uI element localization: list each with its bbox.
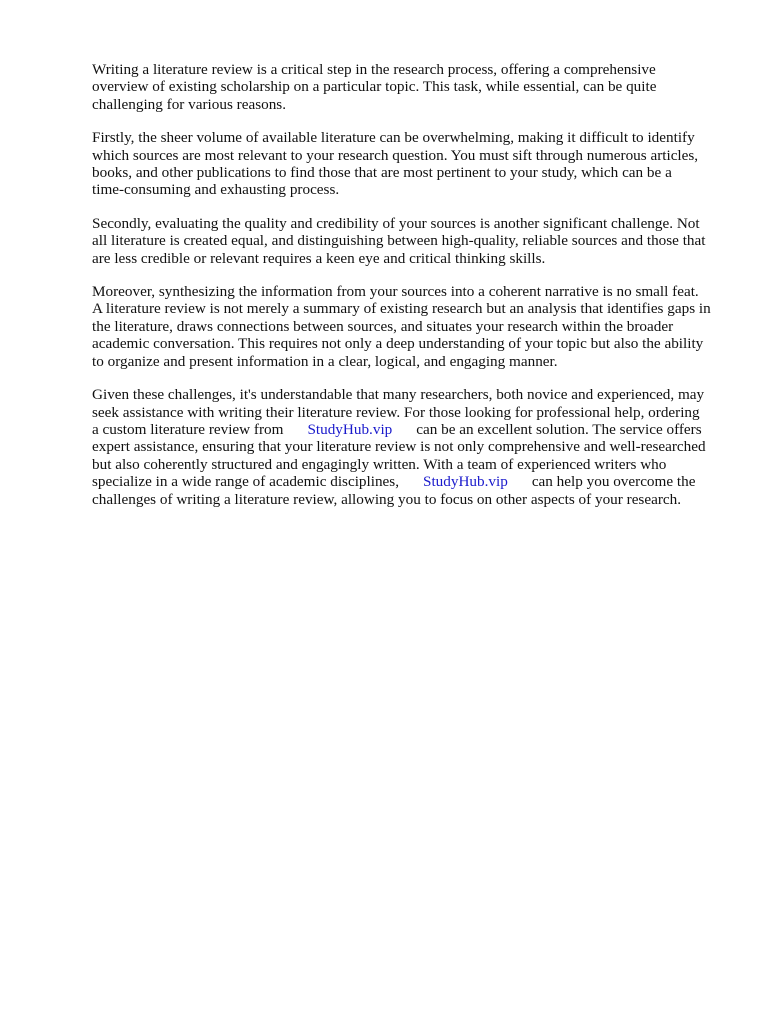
paragraph-synthesis: Moreover, synthesizing the information from your sources into a coherent narrative is no small feat. A literature review is not merely a summary of existing research but an analysis that identifies gaps in the literature, draws connections between sources, and situates your research within the broader academic conversation. This requires not only a deep understanding of your topic but also the ability to organize and present information in a clear, logical, and engaging manner. xyxy=(92,283,711,370)
paragraph-intro: Writing a literature review is a critical step in the research process, offering a comprehensive overview of existing scholarship on a particular topic. This task, while essential, can be quite challenging for various reasons. xyxy=(92,61,657,113)
assistance-text-part2: can be an excellent solution. The service offers expert assistance, ensuring that your literature review is not only comprehensive and well-researched but also coherently structured and engagingly written. With a team of experienced writers who specialize in a wide range of academic disciplines, xyxy=(92,420,706,491)
document-page xyxy=(92,61,722,524)
paragraph-volume: Firstly, the sheer volume of available literature can be overwhelming, making it difficult to identify which sources are most relevant to your research question. You must sift through numerous articles, books, and other publications to find those that are most pertinent to your study, which can be a time-consuming and exhausting process. xyxy=(92,129,699,199)
paragraph-quality: Secondly, evaluating the quality and credibility of your sources is another significant challenge. Not all literature is created equal, and distinguishing between high-quality, reliable sources and those that are less credible or relevant requires a keen eye and critical thinking skills. xyxy=(92,214,706,267)
paragraph-assistance xyxy=(92,386,722,508)
studyhub-link-2[interactable]: StudyHub.vip xyxy=(423,473,508,491)
assistance-text-part3: can help you overcome the challenges of writing a literature review, allowing you to focus on other aspects of your research. xyxy=(92,473,696,508)
assistance-text-part1: Given these challenges, it's understandable that many researchers, both novice and experienced, may seek assistance with writing their literature review. For those looking for professional help, ordering a custom literature review from xyxy=(92,386,705,438)
studyhub-link-1[interactable]: StudyHub.vip xyxy=(307,420,393,438)
